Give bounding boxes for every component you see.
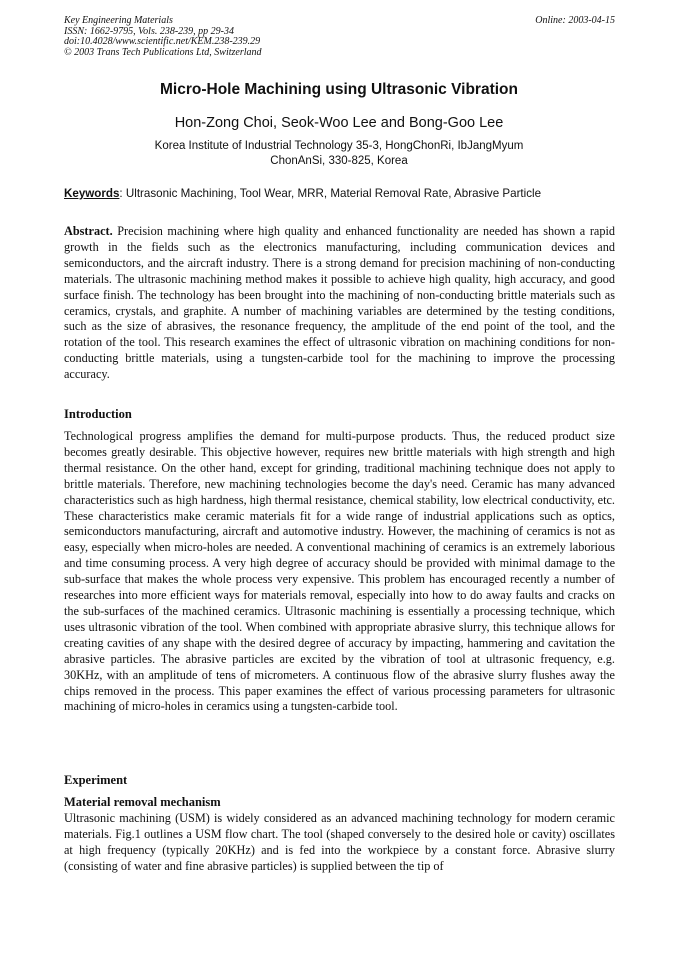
journal-header bbox=[64, 16, 262, 58]
abstract-text: Precision machining where high quality and enhanced functionality are needed has shown a rapid growth in the fields such as the electronics manufacturing, including communication devices and semiconductors, and the aircraft industry. There is a strong demand for precision machining of non-conducting materials. The ultrasonic machining method makes it possible to achieve high quality, high accuracy, and good surface finish. The technology has been brought into the machining of non-conducting brittle materials such as ceramics, crystals, and graphite. A number of machining variables are determined by the testing conditions, such as the size of abrasives, the resonance frequency, the amplitude of the end point of the tool, and the rotation of the tool. This research examines the effect of ultrasonic vibration on machining conditions for non-conducting brittle materials, using a tungsten-carbide tool for the machining to improve the processing accuracy. bbox=[64, 224, 615, 382]
material-removal-heading: Material removal mechanism bbox=[64, 795, 221, 809]
experiment-heading: Experiment bbox=[64, 773, 128, 787]
paper-title: Micro-Hole Machining using Ultrasonic Vibration bbox=[160, 81, 518, 98]
introduction-text: Technological progress amplifies the demand for multi-purpose products. Thus, the reduced product size becomes greatly desirable. This objective however, requires new brittle materials with high strength and high thermal resistance. On the other hand, except for grinding, traditional machining technique does not apply to brittle materials. Therefore, new machining technologies become the day's need. Ceramic has many advanced characteristics such as high hardness, high thermal resistance, chemical stability, low electrical conductivity, etc. These characteristics make ceramic materials fit for a wide range of industrial applications such as optics, semiconductors manufacturing, aircraft and automotive industry. However, the machining of ceramics is not as easy, especially when micro-holes are needed. A conventional machining of ceramics is an extremely laborious and time consuming process. A very high degree of accuracy should be provided with minimal damage to the sub-surface that makes the whole process very expensive. This problem has encouraged recently a number of researches into more efficient ways for materials removal, especially into how to do away faults and cracks on the sub-surfaces of the machined ceramics. Ultrasonic machining is essentially a processing technique, which uses ultrasonic vibration of the tool. When combined with appropriate abrasive slurry, this technique allows for creating cavities of any shape with the desired degree of accuracy by impacting, hammering and cavitation the abrasive particles. The abrasive particles are excited by the vibration of tool at ultrasonic frequency, e.g. 30KHz, with an amplitude of tens of micrometers. A continuous flow of the abrasive slurry flushes away the chips removed in the process. This paper examines the effect of various processing parameters for ultrasonic machining of micro-holes in ceramics using a tungsten-carbide tool. bbox=[64, 429, 615, 714]
online-date: Online: 2003-04-15 bbox=[535, 15, 615, 26]
journal-copyright: © 2003 Trans Tech Publications Ltd, Switzerland bbox=[64, 46, 262, 58]
abstract bbox=[64, 224, 615, 383]
abstract-label: Abstract. bbox=[64, 224, 113, 238]
journal-name: Key Engineering Materials bbox=[64, 15, 173, 26]
journal-doi[interactable]: doi:10.4028/www.scientific.net/KEM.238-239.29 bbox=[64, 36, 261, 47]
paper-authors: Hon-Zong Choi, Seok-Woo Lee and Bong-Goo Lee bbox=[174, 115, 504, 131]
affiliation bbox=[0, 139, 678, 169]
journal-issn: ISSN: 1662-9795, Vols. 238-239, pp 29-34 bbox=[64, 25, 234, 37]
keywords-label: Keywords bbox=[64, 187, 120, 200]
keywords-colon: : bbox=[119, 187, 123, 200]
keywords-text: Ultrasonic Machining, Tool Wear, MRR, Material Removal Rate, Abrasive Particle bbox=[122, 187, 542, 200]
affiliation-line-2: ChonAnSi, 330-825, Korea bbox=[270, 155, 408, 167]
introduction-heading: Introduction bbox=[64, 407, 132, 421]
affiliation-line-1: Korea Institute of Industrial Technology 35-3, HongChonRi, IbJangMyum bbox=[154, 140, 524, 152]
keywords bbox=[64, 187, 624, 200]
material-removal-text: Ultrasonic machining (USM) is widely considered as an advanced machining technology for modern ceramic materials. Fig.1 outlines a USM flow chart. The tool (shaped conversely to the desired hole or cavity) oscillates at high frequency (typically 20KHz) and is fed into the workpiece by a constant force. Abrasive slurry (consisting of water and fine abrasive particles) is supplied between the tip of bbox=[64, 811, 615, 873]
